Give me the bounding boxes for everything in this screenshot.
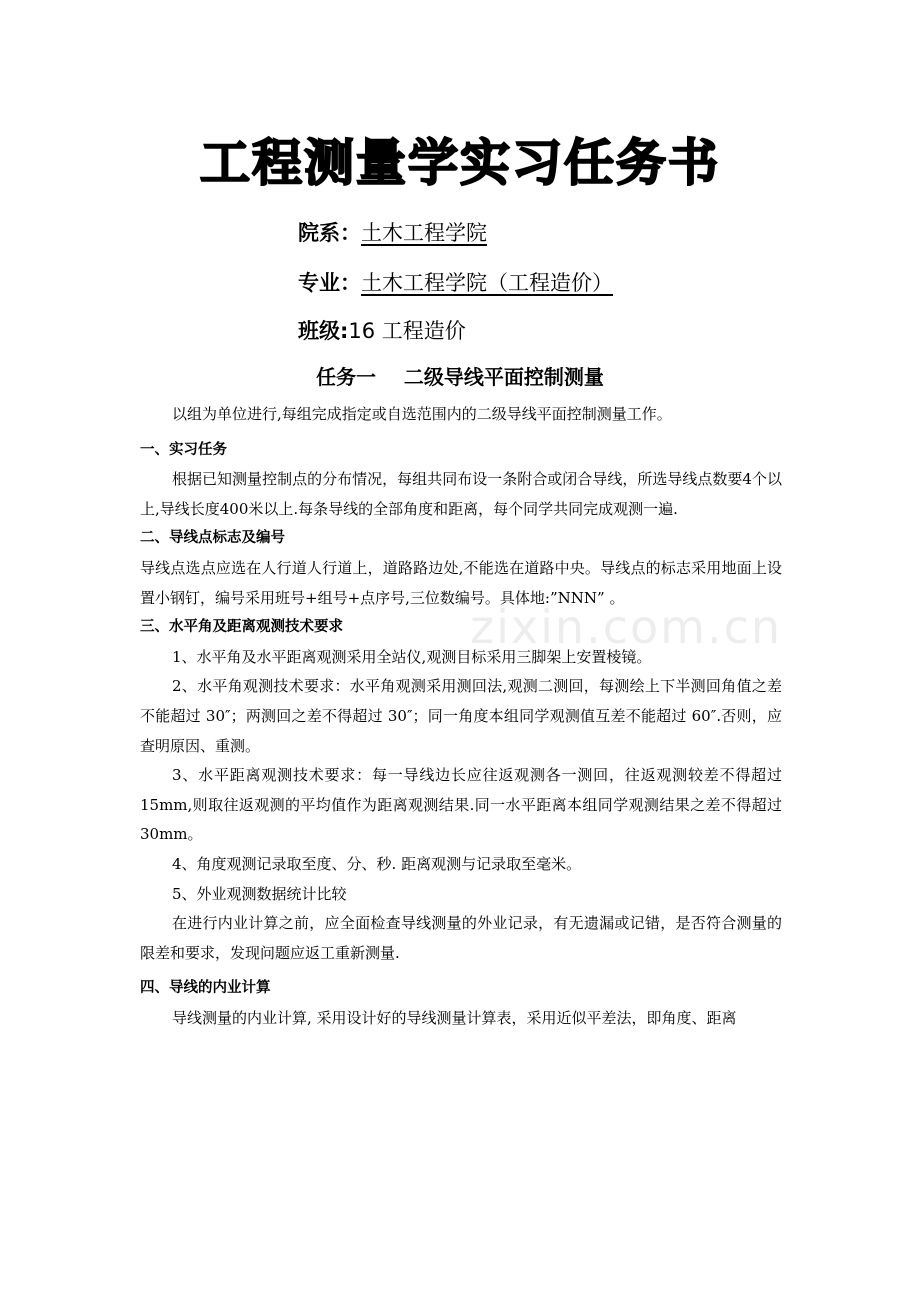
section-heading: 一、实习任务 [140, 441, 227, 458]
section-heading: 二、导线点标志及编号 [140, 530, 285, 547]
info-label: 专业： [298, 271, 361, 295]
list-item: 2、水平角观测技术要求：水平角观测采用测回法,观测二测回，每测绘上下半测回角值之差不能超过 30″；两测回之差不得超过 30″；同一角度本组同学观测值互差不能超过 60″.否则，应查明原因、重测。 [140, 677, 782, 755]
list-item: 3、水平距离观测技术要求：每一导线边长应往返观测各一测回，往返观测较差不得超过 15mm,则取往返观测的平均值作为距离观测结果.同一水平距离本组同学观测结果之差不得超过 30mm。 [140, 766, 782, 844]
section-heading: 四、导线的内业计算 [140, 980, 271, 997]
info-value: 土木工程学院 [361, 221, 487, 245]
list-item: 4、角度观测记录取至度、分、秒. 距离观测与记录取至毫米。 [172, 854, 582, 873]
info-value: 土木工程学院（工程造价） [361, 271, 613, 295]
info-department [298, 218, 493, 248]
list-item: 1、水平角及水平距离观测采用全站仪,观测目标采用三脚架上安置棱镜。 [172, 647, 652, 666]
info-value: 16 工程造价 [348, 319, 466, 343]
document-title: 工程测量学实习任务书 [200, 134, 720, 192]
info-label: 院系： [298, 221, 361, 245]
watermark: zixin.com.cn [470, 600, 783, 654]
paragraph: 导线点选点应选在人行道人行道上，道路路边处,不能选在道路中央。导线点的标志采用地面上设置小钢钉，编号采用班号+组号+点序号,三位数编号。具体地:”NNN” 。 [140, 558, 782, 607]
section-heading: 三、水平角及距离观测技术要求 [140, 619, 343, 636]
info-class [298, 316, 466, 346]
list-item: 5、外业观测数据统计比较 [172, 884, 347, 903]
intro-paragraph: 以组为单位进行,每组完成指定或自选范围内的二级导线平面控制测量工作。 [172, 405, 672, 423]
paragraph: 导线测量的内业计算, 采用设计好的导线测量计算表，采用近似平差法，即角度、距离 [172, 1008, 737, 1027]
task-title: 任务一 二级导线平面控制测量 [316, 365, 604, 389]
paragraph: 根据已知测量控制点的分布情况，每组共同布设一条附合或闭合导线，所选导线点数要4个以上,导线长度400米以上.每条导线的全部角度和距离，每个同学共同完成观测一遍. [140, 470, 782, 518]
info-major [298, 268, 619, 298]
info-label: 班级: [298, 319, 349, 343]
document-body [140, 400, 782, 1033]
paragraph: 在进行内业计算之前，应全面检查导线测量的外业记录，有无遗漏或记错，是否符合测量的限差和要求，发现问题应返工重新测量. [140, 914, 782, 962]
